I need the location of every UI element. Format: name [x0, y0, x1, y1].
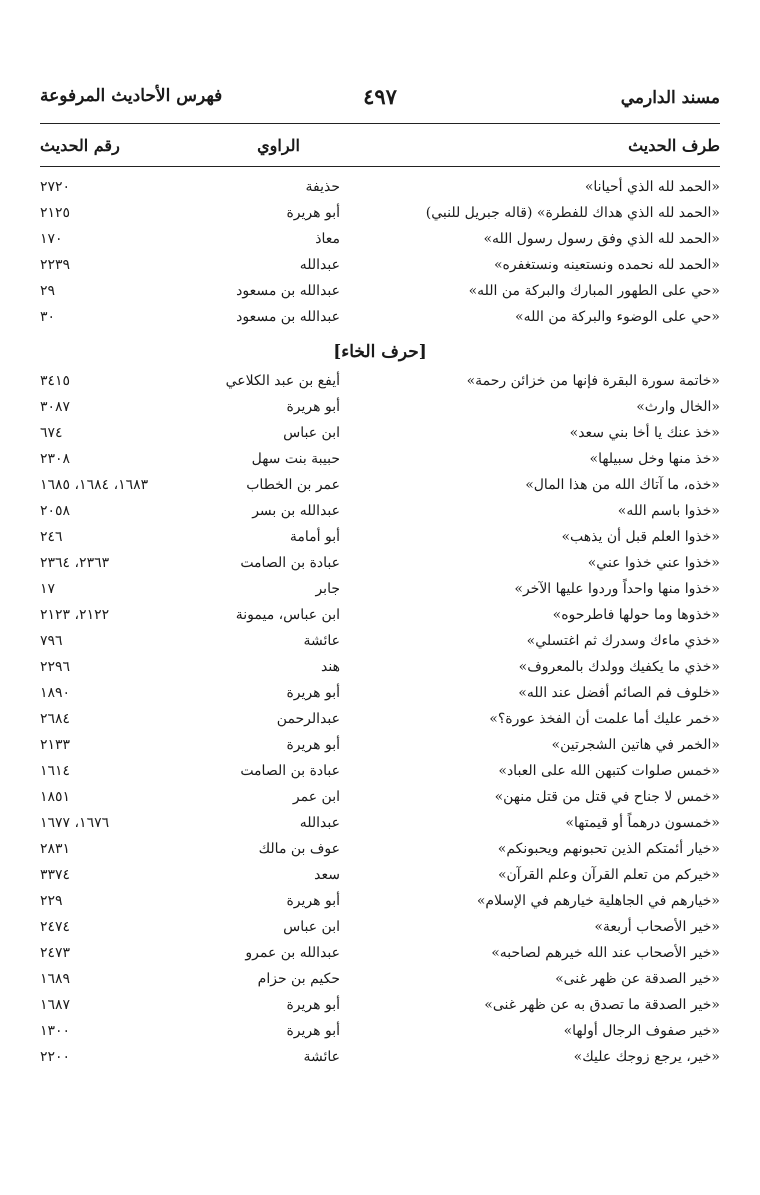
running-header [40, 84, 720, 114]
header-rule [40, 123, 720, 124]
table-row [40, 604, 720, 630]
hadith-text: «خذوها وما حولها فاطرحوه» [552, 607, 720, 623]
table-row [40, 812, 720, 838]
table-row [40, 838, 720, 864]
narrator-name: عبادة بن الصامت [240, 555, 340, 571]
narrator-name: أبو أمامة [289, 529, 340, 545]
hadith-number: ٢١٣٣ [40, 737, 71, 753]
narrator-name: أبو هريرة [286, 685, 340, 701]
table-row [40, 916, 720, 942]
narrator-name: معاذ [315, 231, 340, 247]
book-title: مسند الدارمي [620, 88, 720, 108]
hadith-text: «خيارهم في الجاهلية خيارهم في الإسلام» [476, 893, 720, 909]
narrator-name: عبدالرحمن [276, 711, 340, 727]
index-table [40, 176, 720, 1072]
narrator-name: ابن عباس [283, 919, 340, 935]
table-row [40, 396, 720, 422]
table-row [40, 254, 720, 280]
hadith-text: «خذي ما يكفيك وولدك بالمعروف» [518, 659, 720, 675]
hadith-number: ١٧ [40, 581, 56, 597]
hadith-number: ٣٣٧٤ [40, 867, 71, 883]
hadith-number: ١٣٠٠ [40, 1023, 71, 1039]
narrator-name: ابن عباس [283, 425, 340, 441]
hadith-text: «حي على الطهور المبارك والبركة من الله» [468, 283, 720, 299]
hadith-text: «خذه، ما آتاك الله من هذا المال» [525, 477, 720, 493]
hadith-text: «الخمر في هاتين الشجرتين» [551, 737, 720, 753]
narrator-name: عمر بن الخطاب [246, 477, 340, 493]
table-row [40, 734, 720, 760]
narrator-name: هند [321, 659, 340, 675]
narrator-name: عبدالله بن مسعود [236, 283, 340, 299]
hadith-number: ١٦٨٧ [40, 997, 71, 1013]
hadith-number: ٢١٢٥ [40, 205, 71, 221]
hadith-number: ١٦٨٣، ١٦٨٤، ١٦٨٥ [40, 477, 149, 493]
table-row [40, 370, 720, 396]
table-row [40, 552, 720, 578]
narrator-name: عوف بن مالك [258, 841, 340, 857]
narrator-name: جابر [315, 581, 340, 597]
hadith-text: «خمسون درهماً أو قيمتها» [565, 815, 720, 831]
hadith-text: «الحمد لله الذي هداك للفطرة» (قاله جبريل للنبي) [425, 205, 720, 221]
hadith-text: «حي على الوضوء والبركة من الله» [515, 309, 720, 325]
hadith-text: «خاتمة سورة البقرة فإنها من خزائن رحمة» [466, 373, 720, 389]
hadith-number: ١٦١٤ [40, 763, 71, 779]
table-row [40, 1046, 720, 1072]
hadith-number: ١٨٥١ [40, 789, 71, 805]
hadith-number: ٢٤٧٤ [40, 919, 71, 935]
narrator-name: حكيم بن حزام [257, 971, 340, 987]
narrator-name: أبو هريرة [286, 1023, 340, 1039]
column-header-rule [40, 166, 720, 167]
hadith-text: «خمس لا جناح في قتل من قتل منهن» [494, 789, 720, 805]
narrator-name: عبدالله بن عمرو [245, 945, 340, 961]
table-row [40, 526, 720, 552]
hadith-number: ٢٨٣١ [40, 841, 71, 857]
hadith-text: «الحمد لله الذي أحيانا» [584, 179, 720, 195]
table-row [40, 942, 720, 968]
table-row [40, 630, 720, 656]
hadith-number: ٢٠٥٨ [40, 503, 71, 519]
hadith-number: ٢٤٧٣ [40, 945, 71, 961]
hadith-number: ١٨٩٠ [40, 685, 71, 701]
hadith-text: «خيركم من تعلم القرآن وعلم القرآن» [497, 867, 720, 883]
narrator-name: أبو هريرة [286, 205, 340, 221]
narrator-name: عبدالله بن مسعود [236, 309, 340, 325]
narrator-name: ابن عمر [292, 789, 340, 805]
hadith-text: «الخال وارث» [636, 399, 720, 415]
hadith-number: ٢٢٩٦ [40, 659, 71, 675]
hadith-number: ٢٢٣٩ [40, 257, 71, 273]
narrator-name: أبو هريرة [286, 399, 340, 415]
table-row [40, 786, 720, 812]
narrator-name: عبدالله [299, 815, 340, 831]
narrator-name: عائشة [303, 1049, 340, 1065]
hadith-text: «الحمد لله نحمده ونستعينه ونستغفره» [493, 257, 720, 273]
hadith-text: «خلوف فم الصائم أفضل عند الله» [518, 685, 720, 701]
narrator-name: عائشة [303, 633, 340, 649]
narrator-name: أبو هريرة [286, 997, 340, 1013]
narrator-name: حبيبة بنت سهل [251, 451, 340, 467]
hadith-number: ٢٢٩ [40, 893, 63, 909]
hadith-text: «خير الصدقة ما تصدق به عن ظهر غنى» [484, 997, 720, 1013]
hadith-number: ٦٧٤ [40, 425, 63, 441]
hadith-text: «خذوا عني خذوا عني» [587, 555, 720, 571]
table-row [40, 228, 720, 254]
hadith-number: ٢٦٨٤ [40, 711, 71, 727]
table-row [40, 306, 720, 332]
hadith-number: ٣٤١٥ [40, 373, 71, 389]
hadith-text: «خذوا باسم الله» [617, 503, 720, 519]
hadith-text: «خذ منها وخل سبيلها» [589, 451, 720, 467]
narrator-name: أبو هريرة [286, 893, 340, 909]
table-row [40, 202, 720, 228]
hadith-text: «خذ عنك يا أخا بني سعد» [569, 425, 720, 441]
hadith-text: «خير الأصحاب عند الله خيرهم لصاحبه» [491, 945, 720, 961]
hadith-text: «خير، يرجع زوجك عليك» [573, 1049, 720, 1065]
table-row [40, 708, 720, 734]
narrator-name: عبدالله بن بسر [252, 503, 340, 519]
hadith-text: «خذي ماءك وسدرك ثم اغتسلي» [526, 633, 720, 649]
hadith-text: «خذوا منها واحداً وردوا عليها الآخر» [514, 581, 720, 597]
table-row [40, 864, 720, 890]
hadith-number: ٣٠٨٧ [40, 399, 71, 415]
hadith-number: ٢٤٦ [40, 529, 63, 545]
hadith-text: «خير الصدقة عن ظهر غنى» [555, 971, 720, 987]
column-headers [40, 136, 720, 162]
table-row [40, 422, 720, 448]
narrator-name: حذيفة [305, 179, 340, 195]
narrator-name: سعد [314, 867, 340, 883]
column-header-hadith: طرف الحديث [628, 136, 720, 155]
table-row [40, 280, 720, 306]
narrator-name: عبادة بن الصامت [240, 763, 340, 779]
hadith-text: «خير الأصحاب أربعة» [594, 919, 720, 935]
narrator-name: أبو هريرة [286, 737, 340, 753]
hadith-number: ٢٣٠٨ [40, 451, 71, 467]
hadith-text: «الحمد لله الذي وفق رسول رسول الله» [483, 231, 720, 247]
table-row [40, 578, 720, 604]
hadith-text: «خذوا العلم قبل أن يذهب» [561, 529, 720, 545]
column-header-number: رقم الحديث [40, 136, 120, 155]
narrator-name: ابن عباس، ميمونة [235, 607, 340, 623]
hadith-number: ٢٧٢٠ [40, 179, 71, 195]
table-row [40, 968, 720, 994]
page-number: ٤٩٧ [363, 84, 397, 109]
table-row [40, 500, 720, 526]
table-row [40, 176, 720, 202]
hadith-number: ٧٩٦ [40, 633, 63, 649]
hadith-number: ٢١٢٢، ٢١٢٣ [40, 607, 110, 623]
hadith-text: «خير صفوف الرجال أولها» [563, 1023, 720, 1039]
hadith-number: ٣٠ [40, 309, 56, 325]
index-title: فهرس الأحاديث المرفوعة [40, 86, 223, 106]
hadith-text: «خمر عليك أما علمت أن الفخذ عورة؟» [489, 711, 720, 727]
narrator-name: أيفع بن عبد الكلاعي [225, 373, 340, 389]
hadith-number: ١٦٨٩ [40, 971, 71, 987]
hadith-number: ٢٣٦٣، ٢٣٦٤ [40, 555, 110, 571]
section-title: [حرف الخاء] [333, 342, 427, 362]
table-row [40, 1020, 720, 1046]
hadith-number: ١٧٠ [40, 231, 63, 247]
table-row [40, 656, 720, 682]
table-row [40, 448, 720, 474]
table-row [40, 890, 720, 916]
hadith-number: ٢٢٠٠ [40, 1049, 71, 1065]
table-row [40, 474, 720, 500]
column-header-narrator: الراوي [257, 136, 300, 155]
table-row [40, 760, 720, 786]
hadith-text: «خمس صلوات كتبهن الله على العباد» [498, 763, 720, 779]
hadith-number: ٢٩ [40, 283, 56, 299]
narrator-name: عبدالله [299, 257, 340, 273]
hadith-number: ١٦٧٦، ١٦٧٧ [40, 815, 110, 831]
hadith-text: «خيار أئمتكم الذين تحبونهم ويحبونكم» [497, 841, 720, 857]
table-row [40, 994, 720, 1020]
table-row [40, 682, 720, 708]
